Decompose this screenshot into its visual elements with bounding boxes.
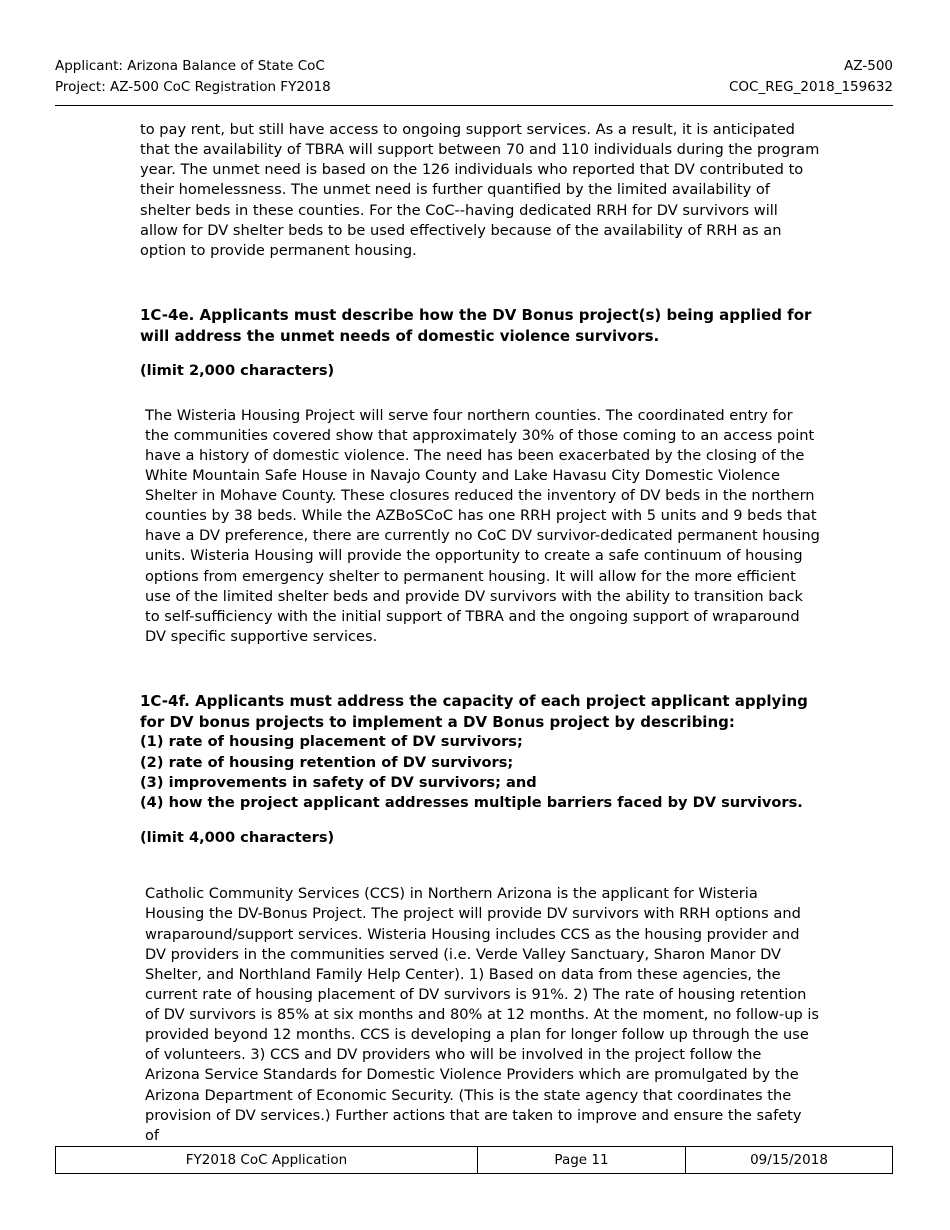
header-divider [55,105,893,106]
spacer [140,396,820,406]
spacer [140,261,820,305]
continued-paragraph: to pay rent, but still have access to ongoing support services. As a result, it is anticipated that the availability of TBRA will support between 70 and 110 individuals during the program year. The unmet need is based on the 126 individuals who reported that DV contributed to their homelessness. The unmet need is further quantified by the limited availability of shelter beds in these counties. For the CoC--having dedicated RRH for DV survivors will allow for DV shelter beds to be used effectively because of the availability of RRH as an option to provide permanent housing. [140,121,820,259]
document-body [140,120,820,1146]
footer-application-name: FY2018 CoC Application [56,1147,478,1173]
answer-1c-4f: Catholic Community Services (CCS) in Northern Arizona is the applicant for Wisteria Housing the DV-Bonus Project. The project will provide DV survivors with RRH options and wraparound/support services. Wisteria Housing includes CCS as the housing provider and DV providers in the communities served (i.e. Verde Valley Sanctuary, Sharon Manor DV Shelter, and Northland Family Help Center). 1) Based on data from these agencies, the current rate of housing placement of DV survivors is 91%. 2) The rate of housing retention of DV survivors is 85% at six months and 80% at 12 months. At the moment, no follow-up is provided beyond 12 months. CCS is developing a plan for longer follow up through the use of volunteers. 3) CCS and DV providers who will be involved in the project follow the Arizona Service Standards for Domestic Violence Providers which are promulgated by the Arizona Department of Economic Security. (This is the state agency that coordinates the provision of DV services.) Further actions that are taken to improve and ensure the safety of [145,885,820,1144]
spacer [140,647,820,691]
document-footer [55,1146,893,1174]
document-header [55,56,893,98]
footer-date: 09/15/2018 [750,1152,828,1168]
applicant-label: Applicant: Arizona Balance of State CoC [55,58,325,74]
question-1c-4f-item-1: (1) rate of housing placement of DV survivors; [140,733,523,751]
question-1c-4f-limit: (limit 4,000 characters) [140,828,335,846]
coc-code: AZ-500 [844,58,893,74]
spacer [140,862,820,884]
answer-1c-4e: The Wisteria Housing Project will serve four northern counties. The coordinated entry for the communities covered show that approximately 30% of those coming to an access point have a history of domestic violence. The need has been exacerbated by the closing of the White Mountain Safe House in Navajo County and Lake Havasu City Domestic Violence Shelter in Mohave County. These closures reduced the inventory of DV beds in the northern counties by 38 beds. While the AZBoSCoC has one RRH project with 5 units and 9 beds that have a DV preference, there are currently no CoC DV survivor-dedicated permanent housing units. Wisteria Housing will provide the opportunity to create a safe continuum of housing options from emergency shelter to permanent housing. It will allow for the more efficient use of the limited shelter beds and provide DV survivors with the ability to transition back to self-sufficiency with the initial support of TBRA and the ongoing support of wraparound DV specific supportive services. [145,406,820,645]
question-1c-4f-prompt: 1C-4f. Applicants must address the capacity of each project applicant applying for DV bonus projects to implement a DV Bonus project by describing: [140,692,808,731]
question-1c-4f-item-4: (4) how the project applicant addresses multiple barriers faced by DV survivors. [140,793,803,811]
header-row-project [55,77,893,98]
question-1c-4e-limit: (limit 2,000 characters) [140,361,335,379]
registration-code: COC_REG_2018_159632 [729,78,893,95]
header-row-applicant [55,56,893,77]
footer-page-number: Page 11 [478,1147,686,1173]
project-label: Project: AZ-500 CoC Registration FY2018 [55,78,331,95]
question-1c-4f-item-2: (2) rate of housing retention of DV survivors; [140,753,514,771]
question-1c-4f-item-3: (3) improvements in safety of DV survivors; and [140,773,537,791]
question-1c-4e-prompt: 1C-4e. Applicants must describe how the DV Bonus project(s) being applied for will address the unmet needs of domestic violence survivors. [140,305,812,345]
